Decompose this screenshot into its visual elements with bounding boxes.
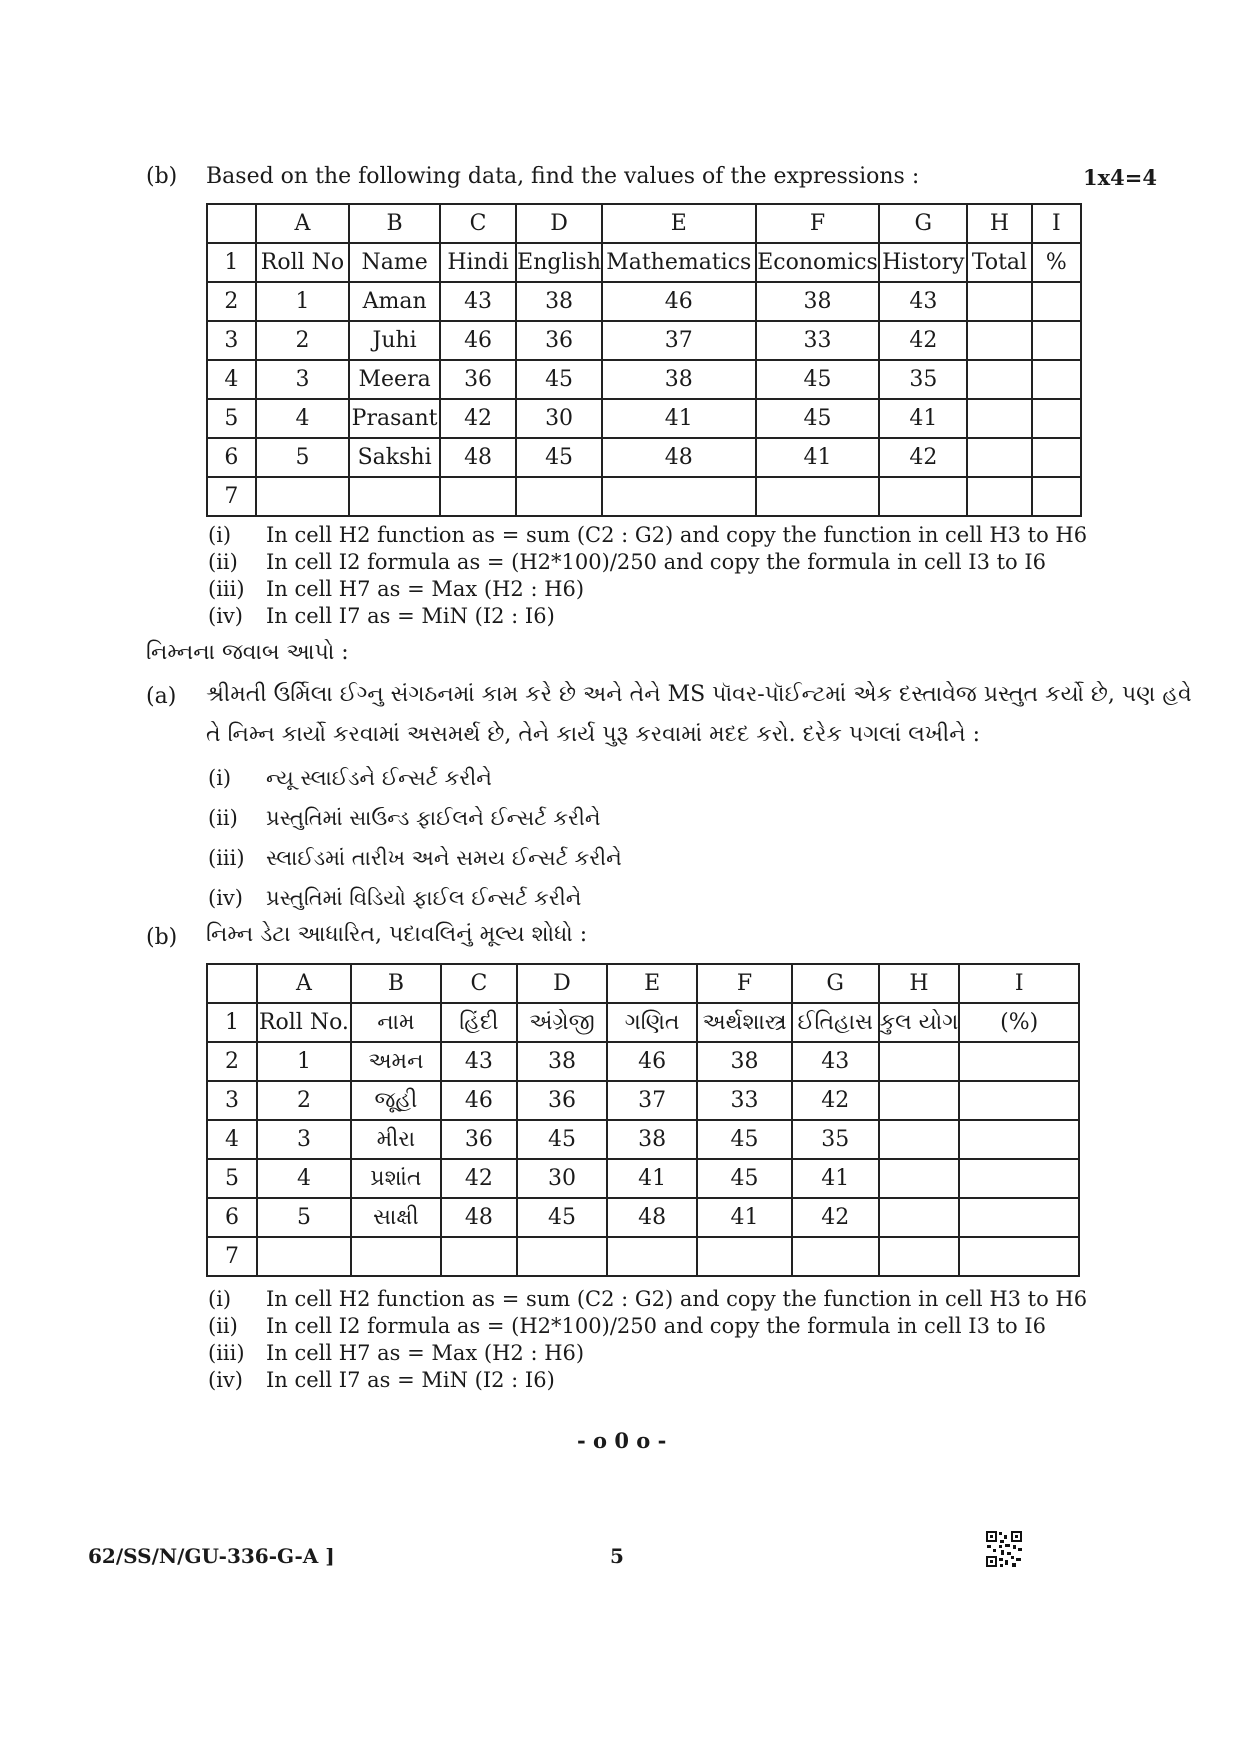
list-item-number: (iv) — [208, 604, 243, 628]
table-cell: 38 — [602, 360, 756, 399]
question-label-b: (b) — [146, 164, 178, 189]
table-cell: નામ — [351, 1003, 441, 1042]
list-item-number: (ii) — [208, 806, 238, 830]
table-cell: 2 — [207, 1042, 257, 1081]
table-cell — [1032, 438, 1081, 477]
table-cell: 30 — [516, 399, 602, 438]
list-item-text: In cell I7 as = MiN (I2 : I6) — [266, 604, 555, 628]
table-cell: Sakshi — [349, 438, 440, 477]
table-cell — [967, 282, 1032, 321]
list-item-number: (iii) — [208, 846, 245, 870]
table-cell — [440, 477, 516, 516]
table-cell: 43 — [879, 282, 967, 321]
marks-label: 1x4=4 — [1083, 165, 1157, 190]
table-cell: 46 — [607, 1042, 697, 1081]
table-cell: Juhi — [349, 321, 440, 360]
list-item-number: (iii) — [208, 1341, 245, 1365]
table-cell: 5 — [207, 1159, 257, 1198]
table-cell — [607, 1237, 697, 1276]
table-cell — [257, 1237, 351, 1276]
table-cell: 7 — [207, 1237, 257, 1276]
table-row — [207, 360, 1081, 399]
table-cell: 38 — [607, 1120, 697, 1159]
question-a-line1: શ્રીમતી ઉર્મિલા ઈગ્નુ સંગઠનમાં કામ કરે છે અને તેને MS પૉવર-પૉઈન્ટમાં એક દસ્તાવેજ પ્રસ્તુત કર્યો છે, પણ હવે — [206, 682, 1192, 707]
table-cell: Prasant — [349, 399, 440, 438]
table-cell: 46 — [440, 321, 516, 360]
table-cell — [959, 1237, 1079, 1276]
table-cell: 3 — [256, 360, 349, 399]
list-item-text: In cell H7 as = Max (H2 : H6) — [266, 577, 585, 601]
question-label-b-gujarati: (b) — [146, 925, 178, 950]
list-item-number: (i) — [208, 766, 232, 790]
list-item-text: In cell H7 as = Max (H2 : H6) — [266, 1341, 585, 1365]
table-cell: 42 — [440, 399, 516, 438]
table-cell: અર્થશાસ્ત્ર — [697, 1003, 792, 1042]
table-cell: પ્રશાંત — [351, 1159, 441, 1198]
table-cell: 6 — [207, 1198, 257, 1237]
table-cell: I — [959, 964, 1079, 1003]
table-cell — [959, 1042, 1079, 1081]
table-cell — [516, 477, 602, 516]
table-cell: 36 — [441, 1120, 517, 1159]
table-cell: હિંદી — [441, 1003, 517, 1042]
list-item-number: (ii) — [208, 550, 238, 574]
table-cell — [1032, 477, 1081, 516]
table-row — [207, 964, 1079, 1003]
list-item-number: (ii) — [208, 1314, 238, 1338]
table-cell: 36 — [440, 360, 516, 399]
table-cell: 6 — [207, 438, 256, 477]
table-cell — [967, 477, 1032, 516]
list-item-number: (i) — [208, 1287, 232, 1311]
table-row — [207, 1042, 1079, 1081]
table-cell: 5 — [256, 438, 349, 477]
table-cell: History — [879, 243, 967, 282]
table-cell: I — [1032, 204, 1081, 243]
table-cell — [879, 477, 967, 516]
table-cell: 36 — [516, 321, 602, 360]
question-a-line2: તે નિમ્ન કાર્યો કરવામાં અસમર્થ છે, તેને કાર્ય પુરૂ કરવામાં મદદ કરો. દરેક પગલાં લખીને : — [206, 722, 981, 747]
table-cell: 41 — [697, 1198, 792, 1237]
table-cell: Meera — [349, 360, 440, 399]
list-item — [208, 603, 1087, 630]
table-row — [207, 243, 1081, 282]
table-cell: A — [256, 204, 349, 243]
table-cell — [959, 1081, 1079, 1120]
table-cell: 38 — [517, 1042, 607, 1081]
table-cell: F — [756, 204, 880, 243]
list-item-text: In cell H2 function as = sum (C2 : G2) and copy the function in cell H3 to H6 — [266, 1287, 1088, 1311]
table-cell — [351, 1237, 441, 1276]
table-cell — [207, 964, 257, 1003]
table-cell: 3 — [257, 1120, 351, 1159]
table-row — [207, 438, 1081, 477]
table-cell: સાક્ષી — [351, 1198, 441, 1237]
table-row — [207, 1003, 1079, 1042]
table-cell: % — [1032, 243, 1081, 282]
table-cell — [959, 1198, 1079, 1237]
table-cell: 42 — [792, 1081, 879, 1120]
table-cell: 42 — [879, 438, 967, 477]
table-cell: 48 — [607, 1198, 697, 1237]
spreadsheet-table-gujarati — [206, 963, 1080, 1277]
table-cell: 48 — [441, 1198, 517, 1237]
table-cell — [967, 438, 1032, 477]
table-cell: 5 — [207, 399, 256, 438]
list-item-number: (iv) — [208, 1368, 243, 1392]
table-cell: 30 — [517, 1159, 607, 1198]
list-item-number: (iv) — [208, 886, 243, 910]
table-cell: 7 — [207, 477, 256, 516]
table-cell: 1 — [257, 1042, 351, 1081]
list-item-text: In cell H2 function as = sum (C2 : G2) and copy the function in cell H3 to H6 — [266, 523, 1088, 547]
table-cell — [1032, 282, 1081, 321]
table-cell: ઈતિહાસ — [792, 1003, 879, 1042]
list-item-number: (i) — [208, 523, 232, 547]
table-cell: 41 — [756, 438, 880, 477]
table-cell — [256, 477, 349, 516]
list-item — [208, 522, 1087, 549]
table-cell: 36 — [517, 1081, 607, 1120]
table-cell: H — [879, 964, 960, 1003]
list-item — [208, 758, 622, 798]
table-cell: 42 — [441, 1159, 517, 1198]
expression-list-gujarati — [208, 1286, 1087, 1394]
table-cell: 41 — [607, 1159, 697, 1198]
table-cell — [879, 1081, 960, 1120]
table-cell: Economics — [756, 243, 880, 282]
table-cell: Hindi — [440, 243, 516, 282]
table-cell: અમન — [351, 1042, 441, 1081]
table-cell: 45 — [697, 1159, 792, 1198]
table-cell: 2 — [256, 321, 349, 360]
table-cell: F — [697, 964, 792, 1003]
table-cell: 43 — [440, 282, 516, 321]
table-cell — [1032, 399, 1081, 438]
table-cell: 45 — [517, 1198, 607, 1237]
list-item — [208, 1367, 1087, 1394]
list-item-text: પ્રસ્તુતિમાં વિડિયો ફાઈલ ઈન્સર્ટ કરીને — [266, 886, 582, 910]
table-cell: 45 — [516, 360, 602, 399]
spreadsheet-table-english — [206, 203, 1082, 517]
table-cell: 2 — [257, 1081, 351, 1120]
table-cell: English — [516, 243, 602, 282]
table-cell: 4 — [257, 1159, 351, 1198]
table-cell: 45 — [516, 438, 602, 477]
table-cell: C — [440, 204, 516, 243]
table-cell: Mathematics — [602, 243, 756, 282]
table-cell: 35 — [792, 1120, 879, 1159]
table-row — [207, 321, 1081, 360]
table-cell: અંગ્રેજી — [517, 1003, 607, 1042]
table-cell — [1032, 360, 1081, 399]
table-cell — [207, 204, 256, 243]
list-item — [208, 1340, 1087, 1367]
table-cell: જૂહી — [351, 1081, 441, 1120]
table-row — [207, 399, 1081, 438]
table-cell: ગણિત — [607, 1003, 697, 1042]
table-cell — [967, 399, 1032, 438]
list-item — [208, 838, 622, 878]
table-cell: 43 — [792, 1042, 879, 1081]
table-cell: G — [879, 204, 967, 243]
list-item-text: પ્રસ્તુતિમાં સાઉન્ડ ફાઈલને ઈન્સર્ટ કરીને — [266, 806, 601, 830]
table-cell: Name — [349, 243, 440, 282]
table-cell: (%) — [959, 1003, 1079, 1042]
table-cell: Roll No. — [257, 1003, 351, 1042]
table-cell: 1 — [207, 243, 256, 282]
table-cell: H — [967, 204, 1032, 243]
table-row — [207, 1120, 1079, 1159]
gujarati-heading: નિમ્નના જવાબ આપો : — [146, 640, 349, 665]
table-cell: 48 — [602, 438, 756, 477]
list-item — [208, 1313, 1087, 1340]
table-cell: 3 — [207, 1081, 257, 1120]
list-item-text: In cell I2 formula as = (H2*100)/250 and copy the formula in cell I3 to I6 — [266, 1314, 1047, 1338]
list-item — [208, 576, 1087, 603]
list-item-text: In cell I7 as = MiN (I2 : I6) — [266, 1368, 555, 1392]
table-row — [207, 477, 1081, 516]
table-cell: E — [607, 964, 697, 1003]
table-cell: C — [441, 964, 517, 1003]
table-cell: 1 — [207, 1003, 257, 1042]
list-item — [208, 549, 1087, 576]
table-cell — [441, 1237, 517, 1276]
table-cell: B — [349, 204, 440, 243]
table-cell: 4 — [256, 399, 349, 438]
table-cell: 45 — [756, 399, 880, 438]
end-mark: - o 0 o - — [577, 1428, 667, 1453]
table-cell: Roll No — [256, 243, 349, 282]
table-cell — [879, 1237, 960, 1276]
table-cell: 48 — [440, 438, 516, 477]
table-cell: 33 — [697, 1081, 792, 1120]
table-cell: A — [257, 964, 351, 1003]
table-cell: 4 — [207, 360, 256, 399]
table-cell: 33 — [756, 321, 880, 360]
table-cell: 42 — [879, 321, 967, 360]
table-cell: E — [602, 204, 756, 243]
list-item — [208, 878, 622, 918]
list-item-text: ન્યૂ સ્લાઈડને ઈન્સર્ટ કરીને — [266, 766, 492, 790]
table-cell — [517, 1237, 607, 1276]
table-cell: 35 — [879, 360, 967, 399]
list-item-text: સ્લાઈડમાં તારીખ અને સમય ઈન્સર્ટ કરીને — [266, 846, 622, 870]
table-cell: 41 — [879, 399, 967, 438]
table-cell: મીરા — [351, 1120, 441, 1159]
table-cell — [792, 1237, 879, 1276]
table-cell — [879, 1159, 960, 1198]
list-item-number: (iii) — [208, 577, 245, 601]
table-cell: 43 — [441, 1042, 517, 1081]
paper-code: 62/SS/N/GU-336-G-A ] — [88, 1544, 335, 1568]
table-row — [207, 1198, 1079, 1237]
table-cell — [959, 1159, 1079, 1198]
table-cell: D — [516, 204, 602, 243]
table-cell — [756, 477, 880, 516]
table-row — [207, 1237, 1079, 1276]
table-cell: 38 — [756, 282, 880, 321]
table-cell: 5 — [257, 1198, 351, 1237]
table-cell: 41 — [792, 1159, 879, 1198]
table-cell: કુલ યોગ — [879, 1003, 960, 1042]
table-cell: 3 — [207, 321, 256, 360]
table-cell: 41 — [602, 399, 756, 438]
table-cell: 46 — [441, 1081, 517, 1120]
table-cell — [879, 1120, 960, 1159]
qr-code-icon — [985, 1530, 1023, 1568]
table-cell: 37 — [602, 321, 756, 360]
table-cell: 38 — [697, 1042, 792, 1081]
table-cell: Aman — [349, 282, 440, 321]
list-item — [208, 1286, 1087, 1313]
question-prompt-gujarati: નિમ્ન ડેટા આધારિત, પદાવલિનું મૂલ્ય શોધો : — [206, 922, 588, 947]
table-row — [207, 1159, 1079, 1198]
table-cell — [1032, 321, 1081, 360]
expression-list-english — [208, 522, 1087, 630]
question-label-a: (a) — [146, 684, 177, 709]
table-cell — [967, 321, 1032, 360]
table-cell: Total — [967, 243, 1032, 282]
table-cell: 45 — [697, 1120, 792, 1159]
table-cell: 38 — [516, 282, 602, 321]
question-prompt: Based on the following data, find the values of the expressions : — [206, 164, 920, 189]
table-cell: G — [792, 964, 879, 1003]
table-cell: 46 — [602, 282, 756, 321]
table-cell: 45 — [517, 1120, 607, 1159]
table-cell — [349, 477, 440, 516]
table-row — [207, 282, 1081, 321]
table-row — [207, 204, 1081, 243]
table-cell: 42 — [792, 1198, 879, 1237]
table-cell — [879, 1198, 960, 1237]
list-item-text: In cell I2 formula as = (H2*100)/250 and copy the formula in cell I3 to I6 — [266, 550, 1047, 574]
task-list-gujarati — [208, 758, 622, 918]
table-cell: 4 — [207, 1120, 257, 1159]
table-cell: B — [351, 964, 441, 1003]
list-item — [208, 798, 622, 838]
table-cell — [697, 1237, 792, 1276]
table-cell — [967, 360, 1032, 399]
table-cell: 45 — [756, 360, 880, 399]
table-cell: 37 — [607, 1081, 697, 1120]
table-cell: 2 — [207, 282, 256, 321]
page-number: 5 — [610, 1544, 624, 1568]
table-row — [207, 1081, 1079, 1120]
table-cell — [602, 477, 756, 516]
table-cell — [959, 1120, 1079, 1159]
table-cell: D — [517, 964, 607, 1003]
table-cell — [879, 1042, 960, 1081]
table-cell: 1 — [256, 282, 349, 321]
